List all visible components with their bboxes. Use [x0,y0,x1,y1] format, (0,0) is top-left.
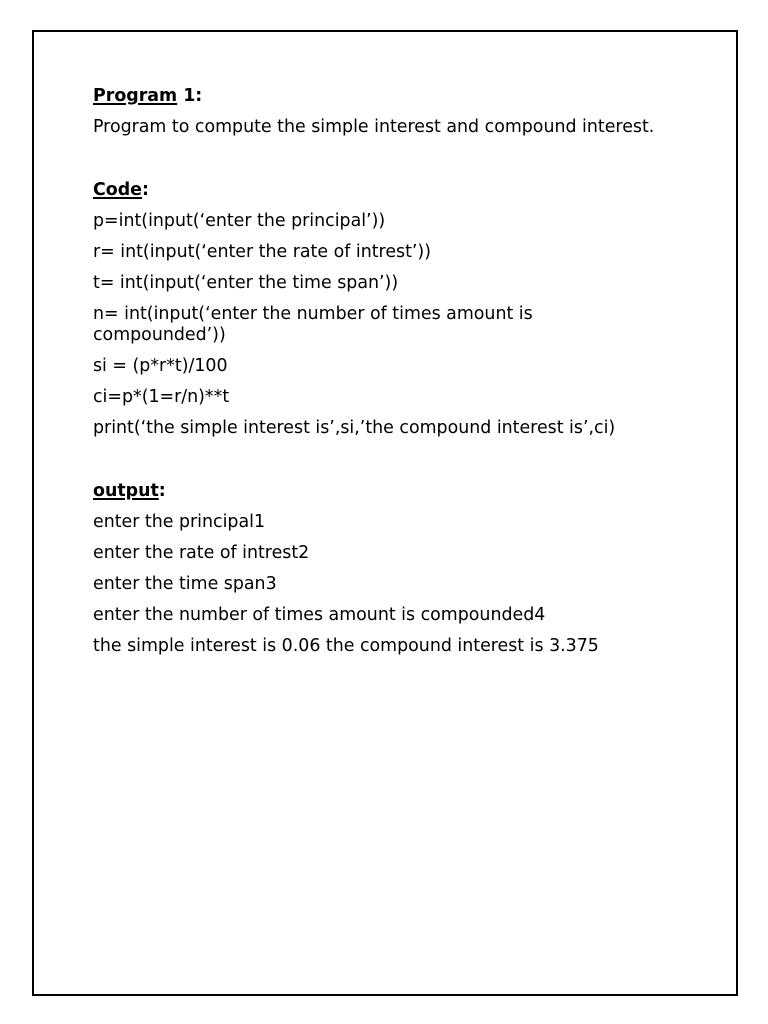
code-heading-word: Code [93,180,142,200]
program-heading [93,86,673,107]
code-line: ci=p*(1=r/n)**t [93,387,230,407]
code-line: si = (p*r*t)/100 [93,356,228,376]
output-line: enter the number of times amount is compounded4 [93,605,546,625]
output-line: enter the principal1 [93,512,266,532]
document-body [93,86,673,657]
code-line: print(‘the simple interest is’,si,’the compound interest is’,ci) [93,418,616,438]
code-block [93,211,673,439]
output-line: enter the time span3 [93,574,277,594]
output-heading [93,481,673,502]
program-heading-number: 1: [177,86,203,106]
code-line: n= int(input(‘enter the number of times amount is compounded’)) [93,304,533,345]
code-heading [93,180,673,201]
code-line: p=int(input(‘enter the principal’)) [93,211,386,231]
output-heading-word: output [93,481,159,501]
code-line: t= int(input(‘enter the time span’)) [93,273,399,293]
code-heading-colon: : [141,180,149,200]
program-description: Program to compute the simple interest and compound interest. [93,117,655,137]
output-block [93,512,673,657]
output-line: enter the rate of intrest2 [93,543,310,563]
program-heading-word: Program [93,86,178,106]
output-heading-colon: : [158,481,166,501]
code-line: r= int(input(‘enter the rate of intrest’)) [93,242,431,262]
output-line: the simple interest is 0.06 the compound interest is 3.375 [93,636,599,656]
